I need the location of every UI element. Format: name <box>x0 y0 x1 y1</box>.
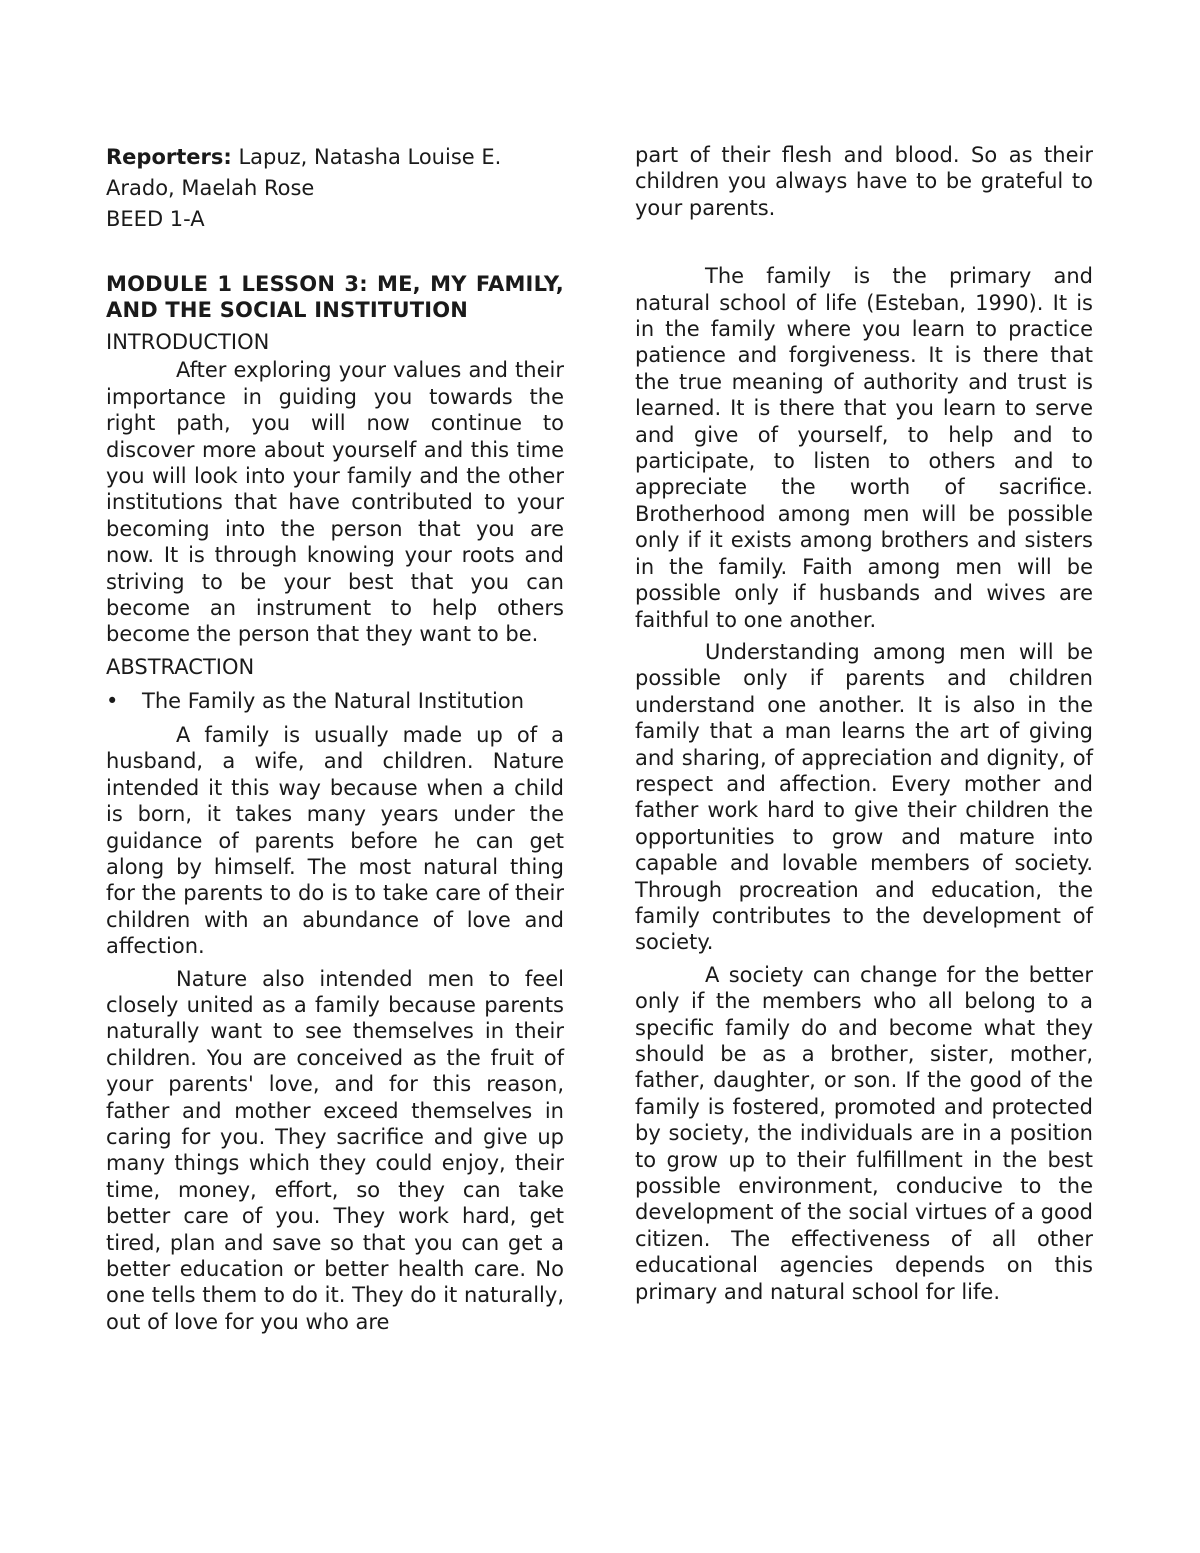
section-label: BEED 1-A <box>106 207 205 231</box>
abstraction-paragraph-1: A family is usually made up of a husband, a wife, and children. Nature intended it this way because when a child is born, it takes many years under the guidance of parents before he can get along by himself. The most natural thing for the parents to do is to take care of their children with an abundance of love and affection. <box>106 722 564 959</box>
bullet-item <box>106 686 564 716</box>
abstraction-paragraph-5: A society can change for the better only if the members who all belong to a specific family do and become what they should be as a brother, sister, mother, father, daughter, or son. If the good of the family is fostered, promoted and protected by society, the individuals are in a position to grow up to their fulfillment in the best possible environment, conducive to the development of the social virtues of a good citizen. The effectiveness of all other educational agencies depends on this primary and natural school for life. <box>635 962 1093 1304</box>
reporter-1: Lapuz, Natasha Louise E. <box>231 145 502 169</box>
reporters-line <box>106 142 564 173</box>
bullet-text: The Family as the Natural Institution <box>142 688 525 713</box>
reporters-label: Reporters: <box>106 145 232 169</box>
introduction-heading: INTRODUCTION <box>106 330 270 355</box>
abstraction-paragraph-3: The family is the primary and natural school of life (Esteban, 1990). It is in the family where you learn to practice patience and forgiveness. It is there that the true meaning of authority and trust is learned. It is there that you learn to serve and give of yourself, to help and to participate, to listen to others and to appreciate the worth of sacrifice. Brotherhood among men will be possible only if it exists among brothers and sisters in the family. Faith among men will be possible only if husbands and wives are faithful to one another. <box>635 264 1093 632</box>
right-column <box>635 142 1093 1305</box>
abstraction-heading: ABSTRACTION <box>106 654 255 679</box>
abstraction-paragraph-4: Understanding among men will be possible only if parents and children understand one another. It is also in the family that a man learns the art of giving and sharing, of appreciation and dignity, of respect and affection. Every mother and father work hard to give their children the opportunities to grow and mature into capable and lovable members of society. Through procreation and education, the family contributes to the development of society. <box>635 639 1093 955</box>
introduction-paragraph: After exploring your values and their importance in guiding you towards the right path, you will now continue to discover more about yourself and this time you will look into your family and the other institutions that have contributed to your becoming into the person that you are now. It is through knowing your roots and striving to be your best that you can become an instrument to help others become the person that they want to be. <box>106 358 564 647</box>
bullet-dot: • <box>106 688 119 713</box>
left-column <box>106 142 564 1335</box>
reporter-2: Arado, Maelah Rose <box>106 176 315 200</box>
abstraction-paragraph-2: Nature also intended men to feel closely united as a family because parents naturally want to see themselves in their children. You are conceived as the fruit of your parents' love, and for this reason, father and mother exceed themselves in caring for you. They sacrifice and give up many things which they could enjoy, their time, money, effort, so they can take better care of you. They work hard, get tired, plan and save so that you can get a better education or better health care. No one tells them to do it. They do it naturally, out of love for you who are <box>106 966 564 1334</box>
module-title: MODULE 1 LESSON 3: ME, MY FAMILY, AND THE SOCIAL INSTITUTION <box>106 272 564 323</box>
abstraction-paragraph-2-continued: part of their flesh and blood. So as their children you always have to be grateful to your parents. <box>635 143 1093 220</box>
